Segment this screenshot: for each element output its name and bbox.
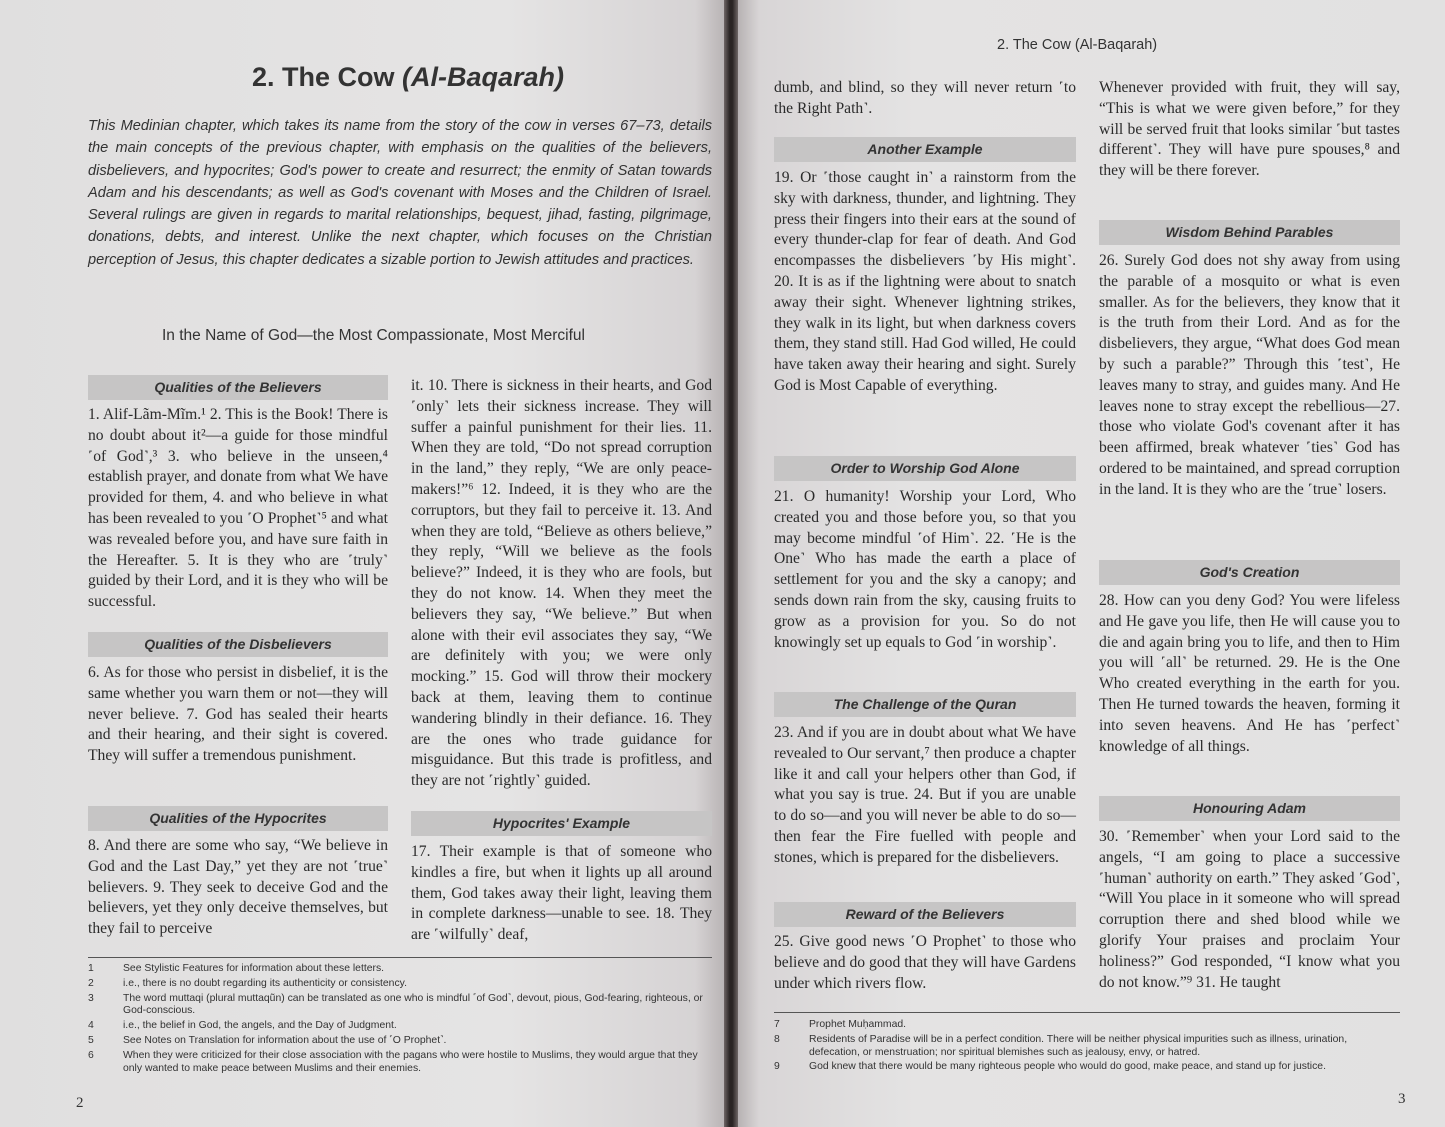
verse-text: dumb, and blind, so they will never return ˹to the Right Path˺. [774, 79, 1076, 117]
footnotes-left [88, 963, 712, 1075]
right-column-2-block-2 [1099, 251, 1400, 501]
verse-text: 19. Or ˹those caught in˺ a rainstorm from the sky with darkness, thunder, and lightning. They press their fingers into their ears at the sound of every thunder-clap for fear of death. And God encompasses the disbelievers ˹by His might˺. 20. It is as if the lightning were about to snatch away their sight. Whenever lightning strikes, they walk in its light, but when darkness covers them, they stand still. Had God willed, He could have taken away their hearing and sight. Surely God is Most Capable of everything. [774, 169, 1076, 394]
footnote-number: 1 [88, 963, 94, 974]
footnote-rule [774, 1012, 1400, 1013]
footnote-number: 5 [88, 1034, 94, 1046]
footnote-rule [88, 957, 712, 958]
footnote [88, 963, 712, 976]
footnote-number: 4 [88, 1020, 94, 1032]
right-column-2-block-3 [1099, 591, 1400, 757]
heading-wisdom-parables: Wisdom Behind Parables [1099, 220, 1400, 245]
footnote-text: See Notes on Translation for information about the use of ˹O Prophet˺. [123, 1034, 447, 1046]
verse-text: 8. And there are some who say, “We believe in God and the Last Day,” yet they are not ˹true˺ believers. 9. They seek to deceive God and the believers, yet they only deceive themselves, but they fail to perceive [88, 837, 388, 938]
heading-qualities-hypocrites: Qualities of the Hypocrites [88, 806, 388, 831]
chapter-title-italic: (Al-Baqarah) [402, 62, 565, 92]
footnote-number: 6 [88, 1049, 94, 1061]
footnotes-right [774, 1019, 1400, 1074]
footnote-number: 8 [774, 1033, 780, 1045]
footnote-text: Residents of Paradise will be in a perfect condition. There will be neither physical impurities such as illness, urination, defecation, or menstruation; nor spiritual blemishes such as jealousy, envy, or hatred. [809, 1033, 1348, 1058]
footnote-text: i.e., the belief in God, the angels, and the Day of Judgment. [123, 1020, 397, 1032]
verse-text: 26. Surely God does not shy away from using the parable of a mosquito or what is even smaller. As for the believers, they know that it is the truth from their Lord. And as for the disbelievers, they argue, “What does God mean by such a parable?” Through this ˹test˺, He leaves many to stray, and guides many. And He leaves none to stray except the rebellious—27. those who violate God's covenant after it has been affirmed, break whatever ˹ties˺ God has ordered to be maintained, and spread corruption in the land. It is they who are the ˹true˺ losers. [1099, 252, 1400, 498]
heading-worship-god-alone: Order to Worship God Alone [774, 456, 1076, 481]
footnote [88, 1050, 712, 1076]
footnote-number: 3 [88, 992, 94, 1004]
footnote-text: i.e., there is no doubt regarding its authenticity or consistency. [123, 977, 407, 989]
footnote-number: 7 [774, 1019, 780, 1030]
heading-gods-creation: God's Creation [1099, 560, 1400, 585]
right-column-2-block-4 [1099, 827, 1400, 993]
verse-text: 23. And if you are in doubt about what We have revealed to Our servant,⁷ then produce a chapter like it and call your helpers other than God, if what you say is true. 24. But if you are unable to do so—and you will never be able to do so—then fear the Fire fuelled with people and stones, which is prepared for the disbelievers. [774, 724, 1076, 866]
heading-challenge-quran: The Challenge of the Quran [774, 692, 1076, 717]
left-column-2-block-2 [411, 842, 712, 946]
footnote [88, 978, 712, 991]
verse-text: 17. Their example is that of someone who kindles a fire, but when it lights up all around them, God takes away their light, leaving them in complete darkness—unable to see. 18. They are ˹wilfully˺ deaf, [411, 843, 712, 944]
footnote [774, 1061, 1400, 1074]
footnote-text: Prophet Muḥammad. [809, 1019, 907, 1030]
verse-text: 21. O humanity! Worship your Lord, Who created you and those before you, so that you may become mindful ˹of Him˺. 22. ˹He is the One˺ Who has made the earth a place of settlement for you and the sky a canopy; and sends down rain from the sky, causing fruits to grow as a provision for you. So do not knowingly set up equals to God ˹in worship˺. [774, 488, 1076, 651]
page-number-right: 3 [1398, 1091, 1406, 1107]
footnote-text: When they were criticized for their close association with the pagans who were hostile to Muslims, they would argue that they only wanted to make peace between Muslims and their enemies. [123, 1049, 698, 1074]
chapter-title-text: 2. The Cow [252, 62, 395, 92]
heading-qualities-disbelievers: Qualities of the Disbelievers [88, 632, 388, 657]
footnote [88, 993, 712, 1019]
footnote [774, 1019, 1400, 1032]
heading-another-example: Another Example [774, 137, 1076, 162]
right-column-1-block-1 [774, 78, 1076, 120]
left-column-2-block-1 [411, 376, 712, 792]
bismillah: In the Name of God—the Most Compassionate, Most Merciful [162, 327, 585, 344]
footnote-text: God knew that there would be many righteous people who would do good, make peace, and stand up for justice. [809, 1061, 1326, 1073]
right-column-1-block-4 [774, 723, 1076, 869]
chapter-introduction: This Medinian chapter, which takes its name from the story of the cow in verses 67–73, details the main concepts of the previous chapter, with emphasis on the qualities of the believers, disbelievers, and hypocrites; God's power to create and resurrect; the enmity of Satan towards Adam and his descendants; as well as God's covenant with Moses and the Children of Israel. Several rulings are given in regards to marital relationships, bequest, jihad, fasting, pilgrimage, donations, debts, and interest. Unlike the next chapter, which focuses on the Christian perception of Jesus, this chapter dedicates a sizable portion to Jewish attitudes and practices. [88, 118, 712, 268]
verse-text: 28. How can you deny God? You were lifeless and He gave you life, then He will cause you to die and again bring you to life, and then to Him you will ˹all˺ be returned. 29. He is the One Who created everything in the earth for you. Then He turned towards the heaven, forming it into seven heavens. And He has ˹perfect˺ knowledge of all things. [1099, 592, 1400, 755]
verse-text: 30. ˹Remember˺ when your Lord said to the angels, “I am going to place a successive ˹human˺ authority on earth.” They asked ˹God˺, “Will You place in it someone who will spread corruption there and shed blood while we glorify Your praises and proclaim Your holiness?” God responded, “I know what you do not know.”⁹ 31. He taught [1099, 828, 1400, 991]
footnote-text: The word muttaqi (plural muttaqũn) can be translated as one who is mindful ˹of God˺, devout, pious, God-fearing, righteous, or God-conscious. [123, 992, 703, 1017]
heading-honouring-adam: Honouring Adam [1099, 796, 1400, 821]
heading-reward-believers: Reward of the Believers [774, 902, 1076, 927]
footnote-number: 2 [88, 977, 94, 989]
right-column-2-block-1 [1099, 78, 1400, 182]
verse-text: Whenever provided with fruit, they will say, “This is what we were given before,” for they will be served fruit that looks similar ˹but tastes different˺. They will have pure spouses,⁸ and they will be there forever. [1099, 79, 1400, 180]
footnote-number: 9 [774, 1061, 780, 1073]
footnote-text: See Stylistic Features for information about these letters. [123, 963, 385, 974]
verse-text: 1. Alif-Lãm-Mĩm.¹ 2. This is the Book! There is no doubt about it²—a guide for those mindful ˹of God˺,³ 3. who believe in the unseen,⁴ establish prayer, and donate from what We have provided for them, 4. and who believe in what has been revealed to you ˹O Prophet˺⁵ and what was revealed before you, and have sure faith in the Hereafter. 5. It is they who are ˹truly˺ guided by their Lord, and it is they who will be successful. [88, 406, 388, 611]
chapter-title [252, 62, 564, 93]
heading-hypocrites-example: Hypocrites' Example [411, 811, 712, 836]
right-column-1-block-3 [774, 487, 1076, 653]
footnote [774, 1034, 1400, 1060]
left-column-1-block-3 [88, 836, 388, 940]
book-gutter [724, 0, 738, 1127]
footnote [88, 1020, 712, 1033]
right-page [738, 0, 1445, 1127]
running-head: 2. The Cow (Al-Baqarah) [997, 37, 1158, 53]
right-column-1-block-5 [774, 932, 1076, 994]
verse-text: it. 10. There is sickness in their hearts, and God ˹only˺ lets their sickness increase. They will suffer a painful punishment for their lies. 11. When they are told, “Do not spread corruption in the land,” they reply, “We are only peace-makers!”⁶ 12. Indeed, it is they who are the corruptors, but they fail to perceive it. 13. And when they are told, “Believe as others believe,” they reply, “Will we believe as the fools believe?” Indeed, it is they who are fools, but they do not know. 14. When they meet the believers they say, “We believe.” But when alone with their evil associates they say, “We are definitely with you; we were only mocking.” 15. God will throw their mockery back at them, leaving them to continue wandering blindly in their defiance. 16. They are the ones who trade guidance for misguidance. But this trade is profitless, and they are not ˹rightly˺ guided. [411, 377, 712, 790]
left-column-1-block-2 [88, 663, 388, 767]
left-column-1-block-1 [88, 405, 388, 613]
footnote [88, 1035, 712, 1048]
verse-text: 25. Give good news ˹O Prophet˺ to those who believe and do good that they will have Gardens under which rivers flow. [774, 933, 1076, 992]
verse-text: 6. As for those who persist in disbelief, it is the same whether you warn them or not—they will never believe. 7. God has sealed their hearts and their hearing, and their sight is covered. They will suffer a tremendous punishment. [88, 664, 388, 765]
page-number-left: 2 [76, 1095, 84, 1111]
right-column-1-block-2 [774, 168, 1076, 397]
heading-qualities-believers: Qualities of the Believers [88, 375, 388, 400]
